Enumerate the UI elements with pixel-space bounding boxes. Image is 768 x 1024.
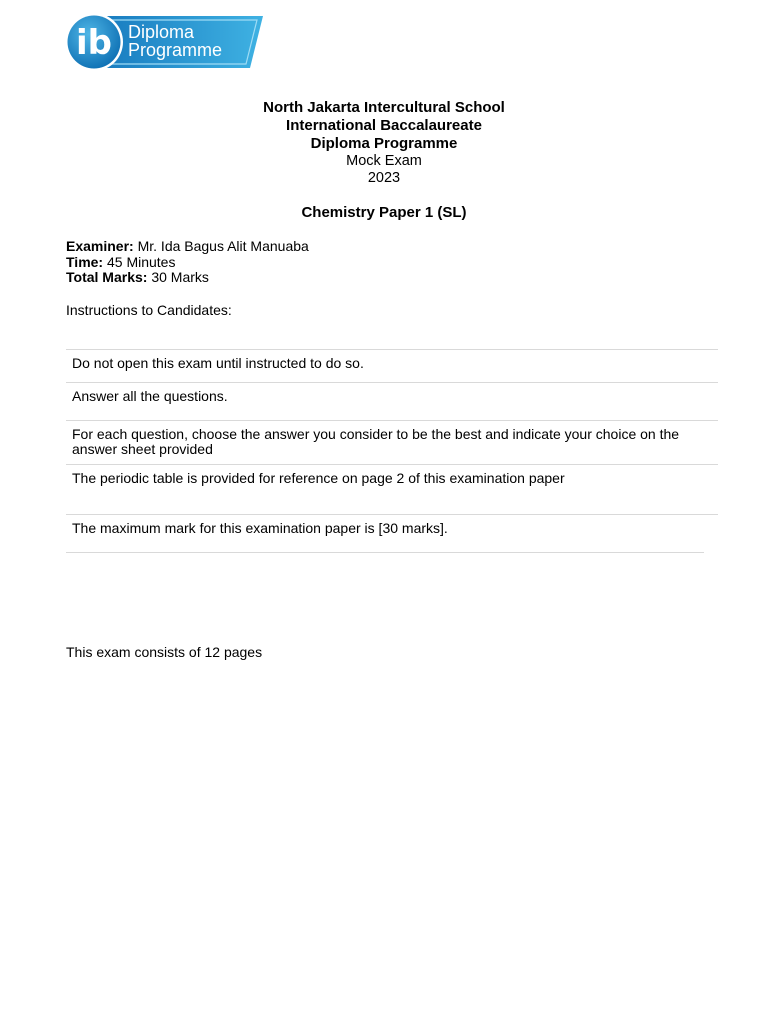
examiner-row bbox=[66, 239, 309, 255]
total-marks-value: 30 Marks bbox=[151, 269, 209, 285]
instruction-item: For each question, choose the answer you consider to be the best and indicate your choice on the answer sheet provided bbox=[66, 421, 718, 465]
program-name: International Baccalaureate bbox=[286, 117, 482, 134]
instruction-item: Answer all the questions. bbox=[66, 383, 718, 421]
total-marks-row bbox=[66, 270, 309, 286]
instructions-table bbox=[66, 349, 718, 553]
instruction-item: The maximum mark for this examination paper is [30 marks]. bbox=[66, 515, 704, 553]
ib-diploma-logo bbox=[64, 12, 264, 72]
ib-logo-graphic bbox=[64, 12, 264, 72]
time-value: 45 Minutes bbox=[106, 253, 176, 270]
instructions-heading: Instructions to Candidates: bbox=[66, 302, 232, 318]
time-row bbox=[66, 255, 309, 271]
programme-name: Diploma Programme bbox=[310, 135, 458, 152]
exam-year: 2023 bbox=[367, 170, 401, 186]
time-label: Time: bbox=[66, 253, 104, 270]
exam-type: Mock Exam bbox=[346, 153, 422, 169]
exam-header bbox=[0, 99, 768, 187]
paper-title: Chemistry Paper 1 (SL) bbox=[301, 204, 467, 221]
school-name: North Jakarta Intercultural School bbox=[263, 99, 505, 116]
page-count-note: This exam consists of 12 pages bbox=[66, 644, 263, 660]
exam-meta bbox=[66, 239, 309, 286]
examiner-label: Examiner: bbox=[66, 238, 134, 254]
ib-mark: ib bbox=[76, 23, 112, 63]
logo-line-programme: Programme bbox=[128, 40, 223, 60]
instruction-item: The periodic table is provided for reference on page 2 of this examination paper bbox=[66, 465, 718, 515]
total-marks-label: Total Marks: bbox=[66, 269, 148, 285]
instruction-item: Do not open this exam until instructed to do so. bbox=[66, 350, 718, 383]
logo-line-diploma: Diploma bbox=[128, 22, 195, 42]
examiner-value: Mr. Ida Bagus Alit Manuaba bbox=[137, 238, 309, 254]
